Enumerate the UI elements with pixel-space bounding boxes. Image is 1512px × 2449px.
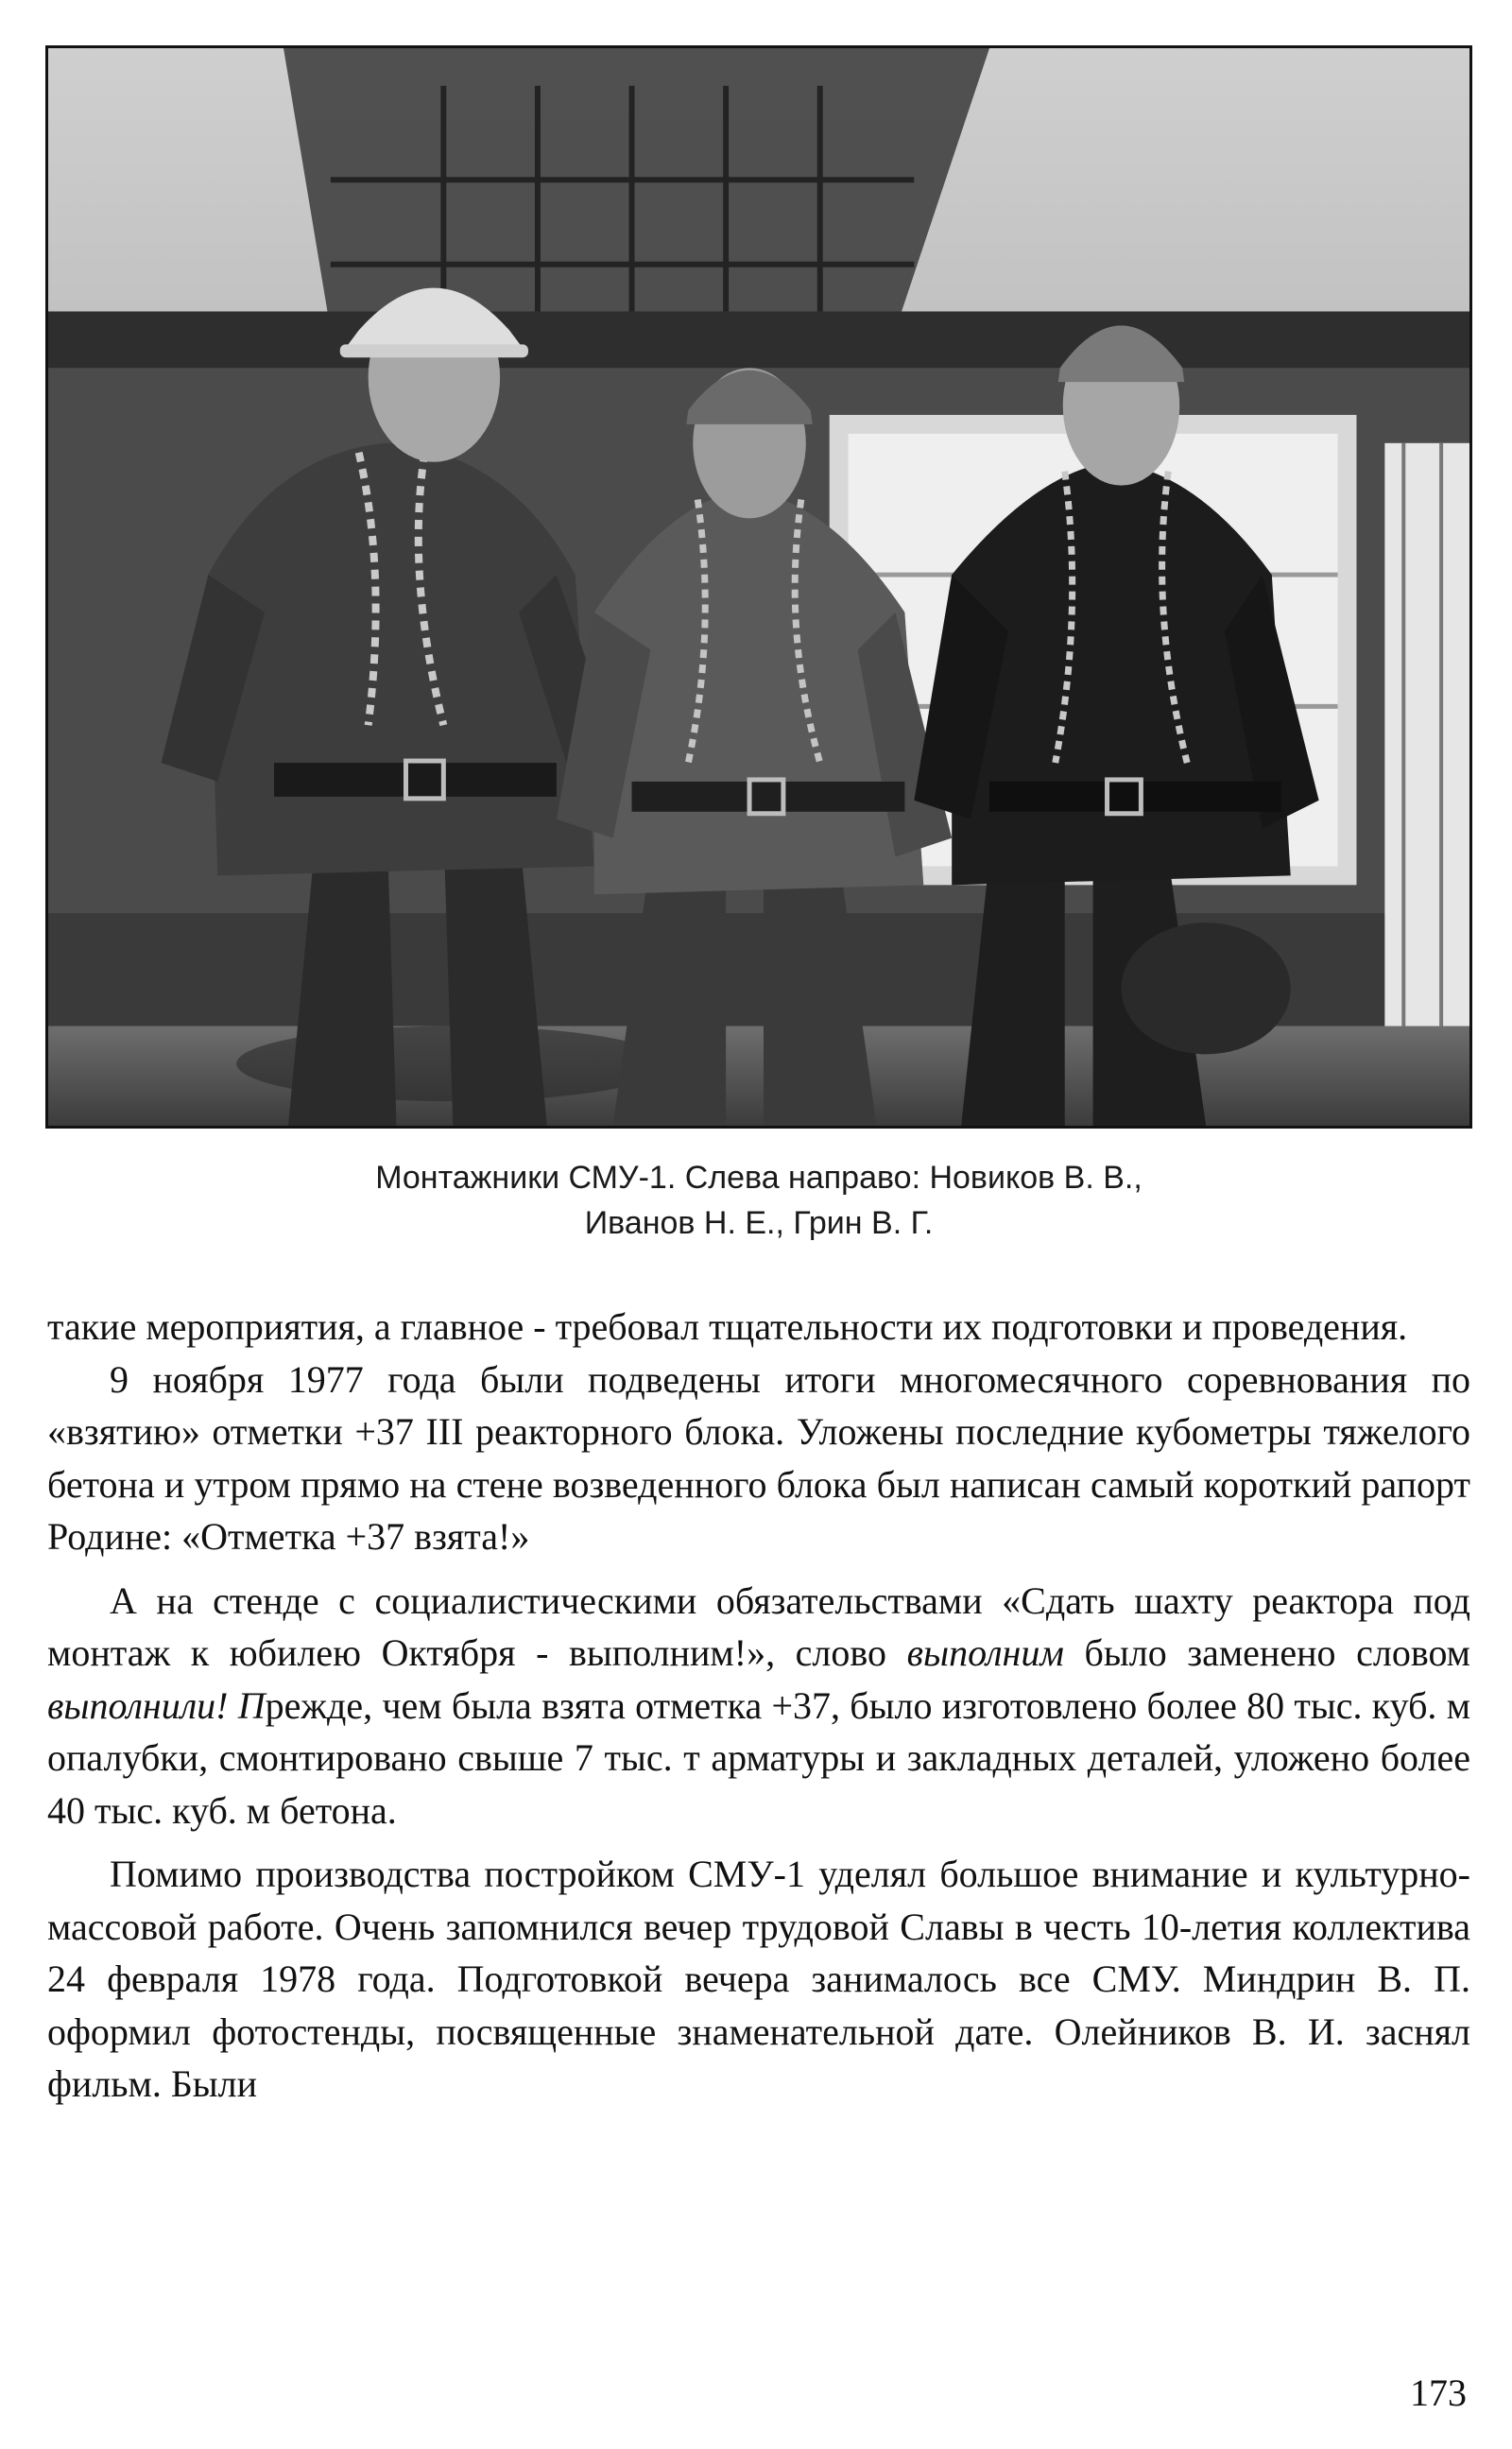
paragraph-2: 9 ноября 1977 года были подведены итоги многомесячного соревнования по «взятию» отметки +37 III реакторного блока. Уложены последние кубометры тяжелого бетона и утром прямо на стене возведенного блока был написан самый короткий рапорт Родине: «Отметка +37 взята!» [47,1357,1470,1558]
body-text [47,1301,1470,2111]
paragraph-3-part-e: режде, чем была взята отметка +37, было изготовлено более 80 тыс. куб. м опалубки, смонтировано свыше 7 тыс. т арматуры и закладных деталей, уложено более 40 тыс. куб. м бетона. [47,1683,1471,1832]
page-number: 173 [1410,2371,1467,2414]
photo-illustration [48,48,1469,1126]
paragraph-3-italic-2: выполнили! П [47,1683,266,1727]
photo-caption [45,1155,1472,1246]
photo [45,45,1472,1129]
caption-line-2: Иванов Н. Е., Грин В. Г. [584,1205,934,1241]
paragraph-3-italic-1: выполним [906,1631,1064,1674]
paragraph-4: Помимо производства постройком СМУ-1 уделял большое внимание и культурно-массовой работе. Очень запомнился вечер трудовой Славы в честь 10-летия коллектива 24 февраля 1978 года. Подготовкой вечера занималось все СМУ. Миндрин В. П. оформил фотостенды, посвященные знаменательной дате. Олейников В. И. заснял фильм. Были [47,1853,1470,2105]
paragraph-3 [47,1575,1470,1837]
caption-line-1: Монтажники СМУ-1. Слева направо: Новиков В. В., [375,1160,1143,1196]
paragraph-3-part-c: было заменено словом [1063,1631,1470,1674]
paragraph-3-part-a: А на стенде с социалистическими обязательствами «Сдать шахту реактора под монтаж к юбилею Октября - выполним!», слово [47,1578,1470,1674]
paragraph-1: такие мероприятия, а главное - требовал тщательности их подготовки и проведения. [47,1305,1408,1348]
